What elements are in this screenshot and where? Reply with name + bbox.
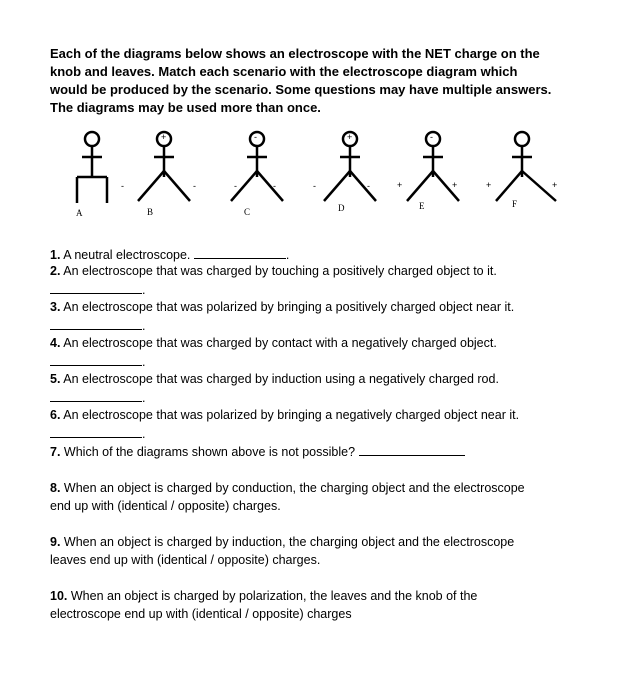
left-sign-d: - xyxy=(313,181,316,191)
left-sign-f: + xyxy=(486,180,492,190)
electroscope-f xyxy=(486,132,557,209)
blank-period: . xyxy=(142,355,146,369)
electroscope-e xyxy=(397,132,459,211)
question-1 xyxy=(50,246,590,265)
leaf-right-c xyxy=(257,171,283,201)
leaf-right-d xyxy=(350,171,376,201)
question-4 xyxy=(50,335,590,353)
leaf-left-d xyxy=(324,171,350,201)
answer-line-3 xyxy=(50,317,590,336)
question-text: A neutral electroscope. xyxy=(63,248,194,262)
leaf-left-b xyxy=(138,171,164,201)
right-sign-b: - xyxy=(193,181,196,191)
answer-line-5 xyxy=(50,389,590,408)
knob-a xyxy=(85,132,99,146)
question-text: Which of the diagrams shown above is not possible? xyxy=(60,445,359,459)
answer-blank[interactable] xyxy=(50,281,142,294)
question-number: 3. xyxy=(50,300,61,314)
question-number: 5. xyxy=(50,372,61,386)
left-sign-e: + xyxy=(397,180,403,190)
question-text-line-2: end up with (identical / opposite) charges. xyxy=(50,498,281,513)
question-text: An electroscope that was polarized by bringing a negatively charged object near it. xyxy=(63,408,520,422)
electroscope-c xyxy=(231,132,283,217)
instructions xyxy=(50,45,590,117)
instructions-line-4: The diagrams may be used more than once. xyxy=(50,100,321,115)
instructions-line-2: knob and leaves. Match each scenario with the electroscope diagram which xyxy=(50,64,518,79)
leaf-left-e xyxy=(407,171,433,201)
question-number: 1. xyxy=(50,248,61,262)
question-2 xyxy=(50,263,590,281)
knob-e xyxy=(426,132,440,146)
question-text: An electroscope that was charged by induction using a negatively charged rod. xyxy=(63,372,499,386)
answer-blank[interactable] xyxy=(194,246,286,259)
question-number: 9. xyxy=(50,535,61,549)
question-3 xyxy=(50,299,590,317)
answer-blank[interactable] xyxy=(50,317,142,330)
question-7 xyxy=(50,443,590,462)
electroscope-a xyxy=(76,132,107,218)
electroscope-d xyxy=(313,132,376,213)
label-f: F xyxy=(512,199,518,209)
question-text: An electroscope that was charged by contact with a negatively charged object. xyxy=(63,336,497,350)
electroscope-diagrams xyxy=(60,125,580,225)
answer-line-6 xyxy=(50,425,590,444)
question-number: 10. xyxy=(50,589,68,603)
instructions-line-3: would be produced by the scenario. Some questions may have multiple answers. xyxy=(50,82,552,97)
blank-period: . xyxy=(142,427,146,441)
leaf-right-b xyxy=(164,171,190,201)
knob-sign-c: - xyxy=(254,132,257,142)
blank-period: . xyxy=(142,283,146,297)
question-text: An electroscope that was polarized by bringing a positively charged object near it. xyxy=(63,300,515,314)
left-sign-c: - xyxy=(234,181,237,191)
question-number: 4. xyxy=(50,336,61,350)
label-a: A xyxy=(76,208,83,218)
knob-sign-e: - xyxy=(430,132,433,142)
knob-sign-d: + xyxy=(347,132,353,142)
question-number: 2. xyxy=(50,264,61,278)
right-sign-c: - xyxy=(273,181,276,191)
knob-c xyxy=(250,132,264,146)
answer-line-2 xyxy=(50,281,590,300)
question-number: 8. xyxy=(50,481,61,495)
label-d: D xyxy=(338,203,345,213)
left-sign-b: - xyxy=(121,181,124,191)
question-text-line-2: leaves end up with (identical / opposite) charges. xyxy=(50,552,321,567)
question-text-line-1: When an object is charged by conduction, the charging object and the electroscope xyxy=(60,481,525,495)
question-number: 7. xyxy=(50,445,61,459)
question-9 xyxy=(50,534,590,569)
leaf-left-f xyxy=(496,171,522,201)
right-sign-e: + xyxy=(452,180,458,190)
label-e: E xyxy=(419,201,425,211)
question-8 xyxy=(50,480,590,515)
question-text-line-1: When an object is charged by polarization, the leaves and the knob of the xyxy=(67,589,478,603)
label-b: B xyxy=(147,207,154,217)
right-sign-d: - xyxy=(367,181,370,191)
knob-sign-b: + xyxy=(161,132,167,142)
answer-line-4 xyxy=(50,353,590,372)
knob-f xyxy=(515,132,529,146)
question-text-line-2: electroscope end up with (identical / opposite) charges xyxy=(50,606,352,621)
question-text: An electroscope that was charged by touching a positively charged object to it. xyxy=(63,264,497,278)
answer-blank[interactable] xyxy=(50,425,142,438)
electroscope-b xyxy=(121,132,196,217)
electroscope-diagrams-svg xyxy=(60,125,580,225)
blank-period: . xyxy=(142,391,146,405)
answer-blank[interactable] xyxy=(50,389,142,402)
blank-period: . xyxy=(142,319,146,333)
question-text-line-1: When an object is charged by induction, the charging object and the electroscope xyxy=(60,535,515,549)
question-10 xyxy=(50,588,590,623)
answer-blank[interactable] xyxy=(50,353,142,366)
blank-period: . xyxy=(285,248,290,262)
question-6 xyxy=(50,407,590,425)
question-5 xyxy=(50,371,590,389)
answer-blank[interactable] xyxy=(359,443,465,456)
instructions-line-1: Each of the diagrams below shows an electroscope with the NET charge on the xyxy=(50,46,540,61)
label-c: C xyxy=(244,207,251,217)
question-number: 6. xyxy=(50,408,61,422)
leaf-right-f xyxy=(522,171,556,201)
right-sign-f: + xyxy=(552,180,558,190)
